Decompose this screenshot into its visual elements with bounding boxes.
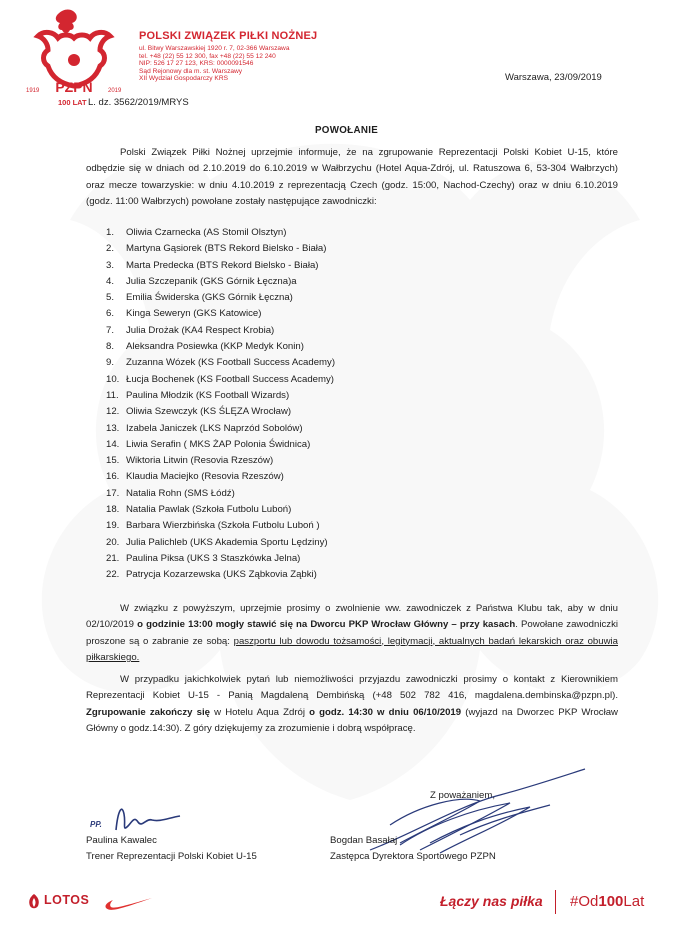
list-item (106, 421, 335, 437)
list-item (106, 241, 335, 257)
player-name: Zuzanna Wózek (KS Football Success Academy) (126, 357, 336, 369)
list-item (106, 306, 335, 322)
release-text: W związku z powyższym, uprzejmie prosimy o zwolnienie ww. zawodniczek z Państwa Klubu tak, aby w dniu 02/10/2019 (86, 603, 618, 631)
footer-divider (555, 890, 556, 914)
list-number: 19. (106, 520, 120, 532)
player-name: Julia Szczepanik (GKS Górnik Łęczna)a (126, 275, 297, 287)
reference-number: L. dz. 3562/2019/MRYS (88, 97, 189, 108)
list-item (106, 518, 335, 534)
list-number: 11. (106, 389, 119, 401)
player-name: Paulina Młodzik (KS Football Wizards) (126, 389, 290, 401)
list-number: 10. (106, 373, 120, 385)
camp-end-time-text: o godz. 14:30 w dniu 06/10/2019 (309, 706, 462, 718)
list-item (106, 404, 335, 420)
list-number: 14. (106, 438, 120, 450)
signatory-right (330, 833, 496, 864)
signatory-left (86, 833, 257, 864)
player-name: Martyna Gąsiorek (BTS Rekord Bielsko - Biała) (126, 243, 327, 255)
list-item (106, 388, 335, 404)
list-number: 13. (106, 422, 120, 434)
org-address-line: XII Wydział Gospodarczy KRS (139, 75, 228, 83)
meeting-point-text: o godzinie 13:00 mogły stawić się na Dworcu PKP Wrocław Główny – przy kasach (137, 619, 516, 631)
player-name: Barbara Wierzbińska (Szkoła Futbolu Luboń ) (126, 520, 320, 532)
player-name: Julia Drożak (KA4 Respect Krobia) (126, 324, 275, 336)
list-number: 6. (106, 308, 115, 320)
camp-end-text: Zgrupowanie zakończy się (86, 706, 210, 718)
nike-swoosh-icon (104, 894, 154, 912)
list-item (106, 372, 335, 388)
list-number: 22. (106, 569, 120, 581)
signatory-title: Trener Reprezentacji Polski Kobiet U-15 (86, 850, 257, 862)
list-number: 5. (106, 292, 115, 304)
pzpn-eagle-logo-icon (18, 8, 130, 108)
list-item (106, 323, 335, 339)
lotos-logo-icon (26, 893, 42, 911)
player-name: Oliwia Czarnecka (AS Stomil Olsztyn) (126, 227, 287, 238)
logo-text: PZPN (55, 79, 93, 95)
list-number: 12. (106, 406, 120, 418)
anniversary-label: 100 LAT (58, 98, 87, 107)
org-address-line: tel. +48 (22) 55 12 300, fax +48 (22) 55 12 240 (139, 52, 276, 60)
list-number: 4. (106, 275, 115, 287)
list-number: 9. (106, 357, 115, 369)
list-number: 3. (106, 259, 115, 271)
contact-text: W przypadku jakichkolwiek pytań lub niemożliwości przyjazdu zawodniczki prosimy o kontakt z Kierownikiem Reprezentacji Kobiet U-15 - Panią Magdaleną Dembińską (+48 502 782 416, magdalena.dembinska@pzpn.pl). (86, 674, 618, 702)
player-name: Klaudia Maciejko (Resovia Rzeszów) (126, 471, 284, 483)
player-name: Wiktoria Litwin (Resovia Rzeszów) (126, 455, 274, 467)
logo-year-left: 1919 (26, 88, 40, 94)
list-item (106, 355, 335, 371)
list-number: 21. (106, 552, 120, 564)
list-number: 1. (106, 227, 115, 238)
list-item (106, 258, 335, 274)
list-item (106, 339, 335, 355)
player-name: Natalia Rohn (SMS Łódź) (126, 487, 235, 499)
letter-date: Warszawa, 23/09/2019 (505, 72, 602, 83)
list-number: 20. (106, 536, 120, 548)
list-number: 8. (106, 341, 115, 353)
player-name: Liwia Serafin ( MKS ŻAP Polonia Świdnica) (126, 438, 311, 450)
list-item (106, 437, 335, 453)
intro-paragraph: Polski Związek Piłki Nożnej uprzejmie informuje, że na zgrupowanie Reprezentacji Polski Kobiet U-15, które odbędzie się w dniach od 2.10.2019 do 6.10.2019 w Wałbrzychu (Hotel Aqua-Zdrój, ul. Ratuszowa 6, 53-304 Wałbrzych) oraz mecze towarzyskie: w dniu 4.10.2019 z reprezentacją Czech (godz. 15:00, Nachod-Czechy) oraz w dniu 6.10.2019 (godz. 11:00 Wałbrzych) powołane zostały następujące zawodniczki: (86, 147, 618, 207)
per-procura-mark: PP. (90, 820, 102, 829)
sponsor-lotos: LOTOS (44, 893, 90, 907)
list-number: 17. (106, 487, 120, 499)
list-item (106, 290, 335, 306)
footer-slogan: Łączy nas piłka (440, 893, 543, 909)
player-name: Oliwia Szewczyk (KS ŚLĘZA Wrocław) (126, 406, 292, 418)
list-number: 16. (106, 471, 120, 483)
signatory-name: Paulina Kawalec (86, 835, 157, 846)
player-name: Izabela Janiczek (LKS Naprzód Sobolów) (126, 422, 303, 434)
list-item (106, 535, 335, 551)
footer-hashtag (570, 893, 644, 910)
org-address-line: ul. Bitwy Warszawskiej 1920 r. 7, 02-366 Warszawa (139, 45, 290, 52)
contact-paragraph (86, 672, 618, 737)
list-number: 7. (106, 324, 115, 336)
closing-regards: Z poważaniem, (430, 790, 496, 801)
contact-text: w Hotelu Aqua Zdrój (210, 706, 310, 718)
org-address-block (139, 45, 290, 83)
signatory-title: Zastępca Dyrektora Sportowego PZPN (330, 850, 496, 862)
hashtag-prefix: #Od (570, 893, 599, 910)
player-name: Paulina Piksa (UKS 3 Staszkówka Jelna) (126, 552, 301, 564)
list-number: 15. (106, 455, 120, 467)
player-name: Aleksandra Posiewka (KKP Medyk Konin) (126, 341, 304, 353)
org-address-line: Sąd Rejonowy dla m. st. Warszawy (139, 67, 243, 75)
contact-text: (wyjazd na Dworzec PKP Wrocław Główny o godz.14:30). Z góry dziękujemy za zrozumienie i dobrą współpracę. (86, 706, 618, 734)
list-number: 2. (106, 243, 115, 255)
hashtag-number: 100 (598, 893, 624, 910)
document-title: POWOŁANIE (314, 125, 379, 136)
list-item (106, 567, 335, 583)
list-item (106, 502, 335, 518)
list-item (106, 551, 335, 567)
player-name: Marta Predecka (BTS Rekord Bielsko - Biała) (126, 259, 319, 271)
release-paragraph (86, 601, 618, 666)
player-name: Emilia Świderska (GKS Górnik Łęczna) (126, 292, 293, 304)
player-name: Łucja Bochenek (KS Football Success Academy) (126, 373, 334, 385)
list-item (106, 225, 335, 241)
logo-year-right: 2019 (108, 88, 122, 94)
player-name: Julia Palichleb (UKS Akademia Sportu Lędziny) (126, 536, 328, 548)
list-item (106, 274, 335, 290)
org-name: POLSKI ZWIĄZEK PIŁKI NOŻNEJ (139, 30, 318, 42)
player-list (106, 225, 335, 584)
hashtag-suffix: Lat (623, 893, 645, 910)
player-name: Patrycja Kozarzewska (UKS Ząbkovia Ząbki) (126, 569, 317, 581)
required-documents-text: paszportu lub dowodu tożsamości, legitymacji, aktualnych badań lekarskich oraz obuwia piłkarskiego. (86, 635, 618, 663)
signatory-name: Bogdan Basałaj (330, 835, 398, 846)
player-name: Kinga Seweryn (GKS Katowice) (126, 308, 262, 320)
release-text: . Powołane zawodniczki proszone są o zabranie ze sobą: (86, 619, 618, 647)
org-address-line: NIP: 526 17 27 123, KRS: 0000091546 (139, 60, 254, 68)
player-name: Natalia Pawlak (Szkoła Futbolu Luboń) (126, 504, 292, 516)
list-number: 18. (106, 504, 120, 516)
list-item (106, 486, 335, 502)
list-item (106, 469, 335, 485)
list-item (106, 453, 335, 469)
